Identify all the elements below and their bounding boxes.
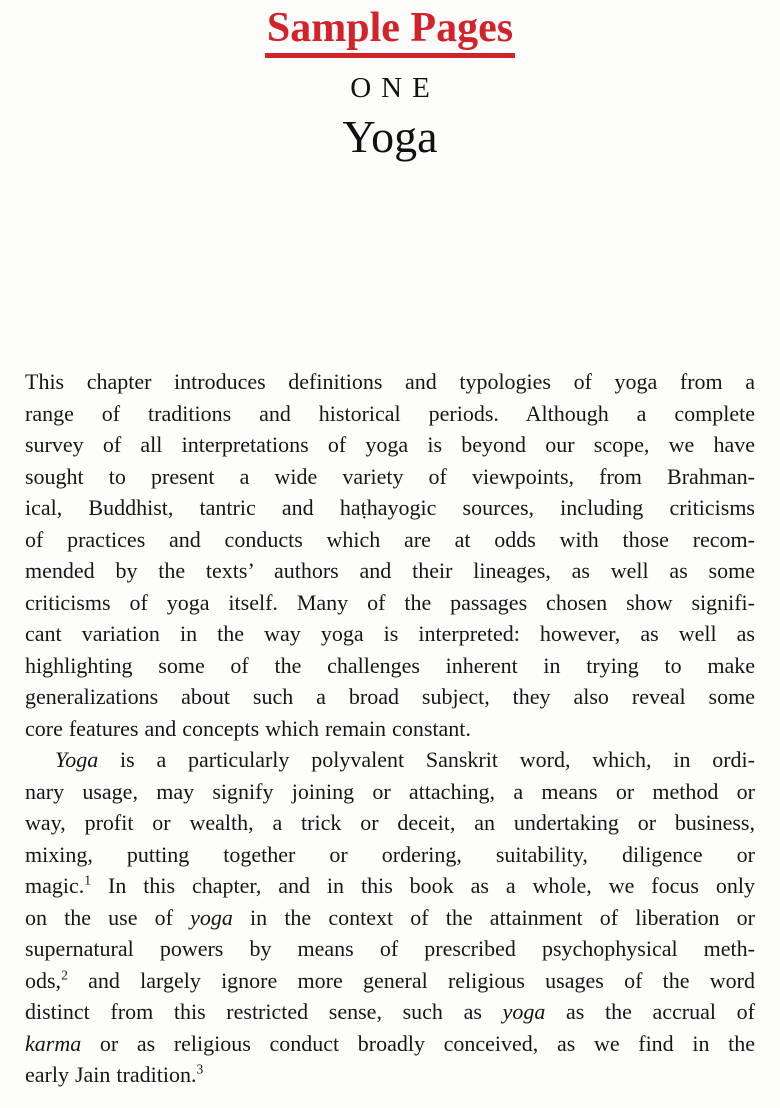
text-segment: in the context of the attainment of liberation or xyxy=(232,904,756,930)
text-line xyxy=(25,492,755,524)
text-segment: ods, xyxy=(25,967,62,993)
text-line xyxy=(25,776,755,808)
text-line xyxy=(25,366,755,398)
text-line xyxy=(25,524,755,556)
text-segment: or as religious conduct broadly conceived, as we find in the xyxy=(81,1030,755,1056)
text-line xyxy=(25,870,755,902)
italic-term: yoga xyxy=(502,999,546,1025)
text-line xyxy=(25,618,755,650)
paragraph xyxy=(25,744,755,1091)
text-segment: of practices and conducts which are at odds with those recom- xyxy=(25,526,755,552)
text-segment: criticisms of yoga itself. Many of the passages chosen show signifi- xyxy=(25,589,755,615)
text-segment: generalizations about such a broad subject, they also reveal some xyxy=(25,684,755,710)
text-segment: This chapter introduces definitions and typologies of yoga from a xyxy=(25,369,755,395)
text-line xyxy=(25,807,755,839)
text-line xyxy=(25,461,755,493)
text-line xyxy=(25,650,755,682)
text-segment: cant variation in the way yoga is interpreted: however, as well as xyxy=(25,621,755,647)
text-segment: range of traditions and historical periods. Although a complete xyxy=(25,400,755,426)
text-line xyxy=(25,429,755,461)
text-segment: ical, Buddhist, tantric and haṭhayogic sources, including criticisms xyxy=(25,495,755,521)
footnote-marker: 1 xyxy=(84,872,92,888)
text-segment: supernatural powers by means of prescribed psychophysical meth- xyxy=(25,936,755,962)
text-line xyxy=(25,1028,755,1060)
text-segment: mixing, putting together or ordering, suitability, diligence or xyxy=(25,841,755,867)
text-segment: and largely ignore more general religious usages of the word xyxy=(67,967,755,993)
text-line xyxy=(25,681,755,713)
text-line xyxy=(25,1059,755,1091)
text-segment: In this chapter, and in this book as a whole, we focus only xyxy=(91,873,755,899)
text-line xyxy=(25,713,755,745)
footnote-marker: 3 xyxy=(196,1061,204,1077)
chapter-title: Yoga xyxy=(342,111,438,163)
text-segment: sought to present a wide variety of viewpoints, from Brahman- xyxy=(25,463,755,489)
text-line xyxy=(25,965,755,997)
footnote-marker: 2 xyxy=(61,967,68,983)
text-segment: survey of all interpretations of yoga is beyond our scope, we have xyxy=(25,432,755,458)
sample-pages-banner: Sample Pages xyxy=(265,6,515,58)
text-segment: early Jain tradition. xyxy=(25,1062,197,1088)
paragraph xyxy=(25,366,755,744)
text-segment: is a particularly polyvalent Sanskrit word, which, in ordi- xyxy=(98,747,755,773)
text-segment: core features and concepts which remain constant. xyxy=(25,715,471,741)
text-segment: magic. xyxy=(25,873,85,899)
page-header xyxy=(0,0,780,163)
italic-term: karma xyxy=(25,1030,82,1056)
text-line xyxy=(25,398,755,430)
text-segment: as the accrual of xyxy=(545,999,755,1025)
italic-term: Yoga xyxy=(55,747,99,773)
italic-term: yoga xyxy=(190,904,233,930)
text-segment: on the use of xyxy=(25,904,191,930)
text-line xyxy=(25,902,755,934)
text-segment: nary usage, may signify joining or attaching, a means or method or xyxy=(25,778,755,804)
text-segment: highlighting some of the challenges inherent in trying to make xyxy=(25,652,755,678)
text-line xyxy=(25,933,755,965)
text-line xyxy=(25,996,755,1028)
text-segment: way, profit or wealth, a trick or deceit, an undertaking or business, xyxy=(25,810,755,836)
text-line xyxy=(25,555,755,587)
text-line xyxy=(25,587,755,619)
text-segment: distinct from this restricted sense, such as xyxy=(25,999,503,1025)
text-line xyxy=(25,744,755,776)
text-segment: mended by the texts’ authors and their lineages, as well as some xyxy=(25,558,755,584)
body-text xyxy=(25,366,755,1091)
text-line xyxy=(25,839,755,871)
chapter-number: ONE xyxy=(350,72,440,105)
